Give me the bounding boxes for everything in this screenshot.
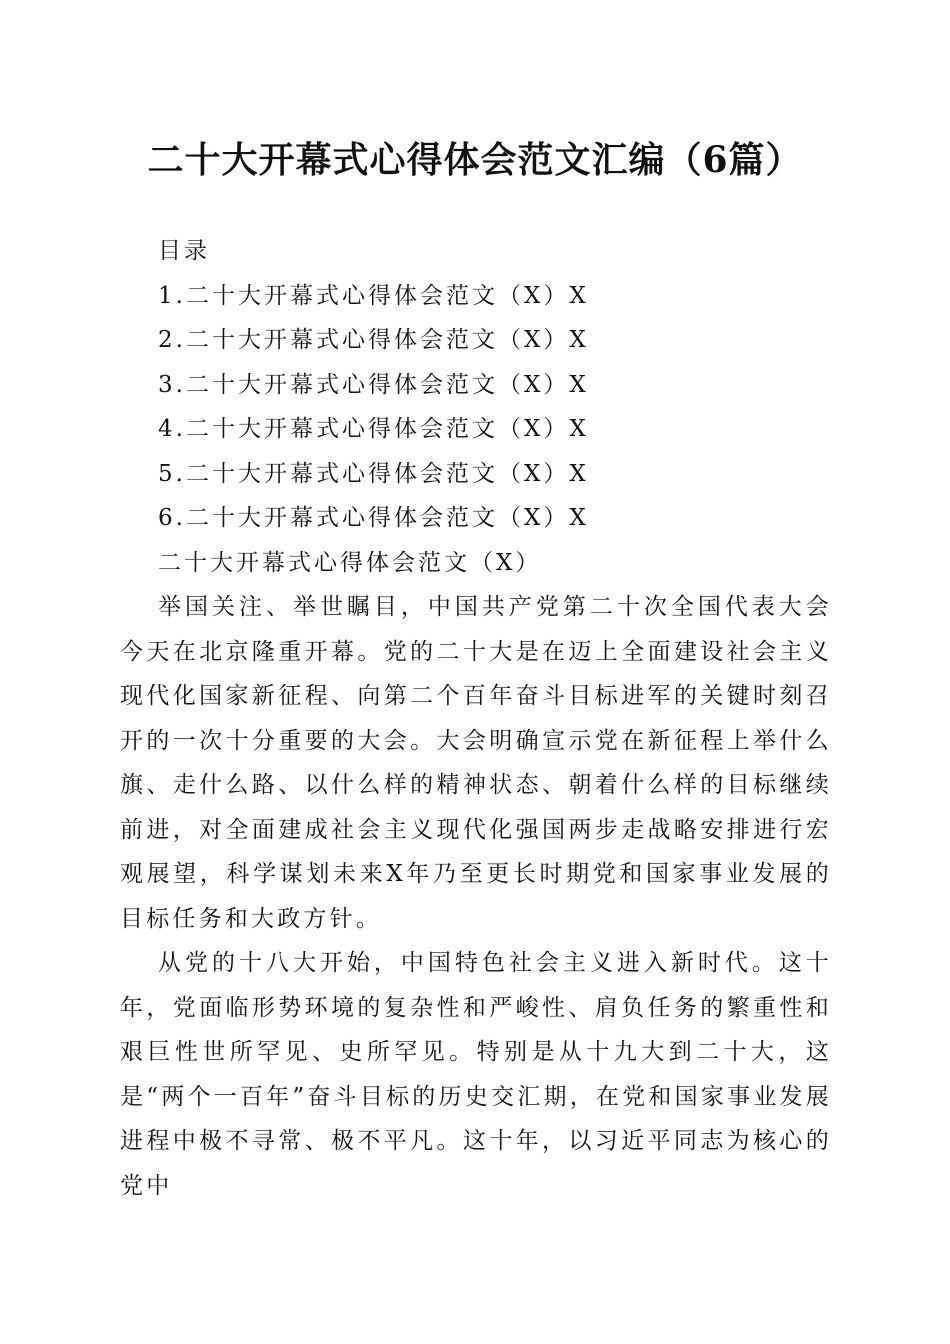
toc-item[interactable]: 5.二十大开幕式心得体会范文（X）X [158,460,589,487]
toc-item[interactable]: 6.二十大开幕式心得体会范文（X）X [158,505,589,531]
section-title: 二十大开幕式心得体会范文（X） [158,549,542,576]
toc-item[interactable]: 2.二十大开幕式心得体会范文（X）X [158,327,589,353]
toc-heading: 目录 [158,238,210,264]
table-of-contents [158,229,858,585]
toc-item[interactable]: 4.二十大开幕式心得体会范文（X）X [158,416,589,442]
document-title: 二十大开幕式心得体会范文汇编（6篇） [147,139,803,181]
toc-item[interactable]: 3.二十大开幕式心得体会范文（X）X [158,371,589,398]
toc-item[interactable]: 1.二十大开幕式心得体会范文（X）X [158,282,589,309]
document-body [120,585,832,1208]
body-paragraph: 从党的十八大开始，中国特色社会主义进入新时代。这十年，党面临形势环境的复杂性和严峻性、肩负任务的繁重性和艰巨性世所罕见、史所罕见。特别是从十九大到二十大，这是“两个一百年”奋斗目标的历史交汇期，在党和国家事业发展进程中极不寻常、极不平凡。这十年，以习近平同志为核心的党中 [120,950,832,1199]
body-paragraph: 举国关注、举世瞩目，中国共产党第二十次全国代表大会今天在北京隆重开幕。党的二十大是在迈上全面建设社会主义现代化国家新征程、向第二个百年奋斗目标进军的关键时刻召开的一次十分重要的大会。大会明确宣示党在新征程上举什么旗、走什么路、以什么样的精神状态、朝着什么样的目标继续前进，对全面建成社会主义现代化强国两步走战略安排进行宏观展望，科学谋划未来X年乃至更长时期党和国家事业发展的目标任务和大政方针。 [120,594,832,932]
